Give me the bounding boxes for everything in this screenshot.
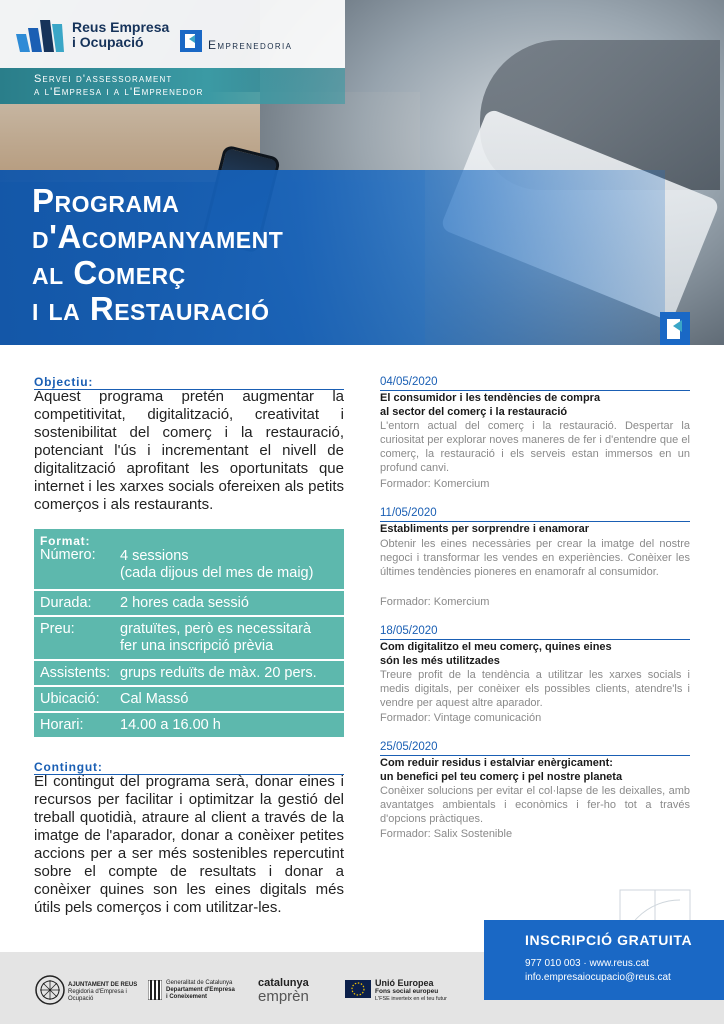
format-value-line-2: (cada dijous del mes de maig) xyxy=(120,565,314,581)
footer-strip xyxy=(484,1000,724,1024)
format-row-location xyxy=(34,685,344,711)
session-description: Treure profit de la tendència a utilitzar les xarxes socials i medis digitals, per conèixer els possibles clients, atendre'ls i vendre per aquest altre aparador. xyxy=(380,669,690,709)
session-date: 04/05/2020 xyxy=(380,376,438,388)
org-name-line-1: Reus Empresa xyxy=(72,19,170,35)
objective-text: Aquest programa pretén augmentar la competitivitat, digitalització, creativitat i sostenibilitat del comerç i la restauració, potenciant l'ús i incrementant el nivell de digitalització aprofitant les oportunitats que internet i les xarxes socials ofereixen als petits comerços i als restaurants. xyxy=(34,388,344,513)
catalunya-line-1: catalunya xyxy=(258,977,309,989)
generalitat-line-3: i Coneixement xyxy=(166,994,208,1000)
hero-banner xyxy=(0,0,724,345)
registration-title: INSCRIPCIÓ GRATUITA xyxy=(525,932,693,948)
session-trainer: Formador: Salix Sostenible xyxy=(380,828,513,840)
org-name xyxy=(72,20,182,50)
objective-heading: Objectiu: xyxy=(34,375,94,389)
emprenedoria-label: Emprenedoria xyxy=(208,38,293,52)
generalitat-flag-icon xyxy=(148,980,162,1000)
registration-email[interactable]: info.empresaiocupacio@reus.cat xyxy=(525,972,671,983)
session-trainer: Formador: Komercium xyxy=(380,596,490,608)
session-date: 18/05/2020 xyxy=(380,625,438,637)
session-title-line-1: Com reduir residus i estalviar enèrgicament: xyxy=(380,757,613,769)
title-line-2: d'Acompanyament xyxy=(32,218,284,255)
ajuntament-line-3: Ocupació xyxy=(68,996,94,1002)
emprenedoria-corner-icon xyxy=(660,312,700,345)
format-row-value xyxy=(120,548,313,582)
format-row-value: 14.00 a 16.00 h xyxy=(120,717,221,733)
session-title-line-1: El consumidor i les tendències de compra xyxy=(380,392,601,404)
session-trainer: Formador: Komercium xyxy=(380,478,490,490)
session-title xyxy=(380,522,700,536)
format-row-value: grups reduïts de màx. 20 pers. xyxy=(120,665,317,681)
eu-line-1: Unió Europea xyxy=(375,978,434,988)
service-line-2: a l'Empresa i a l'Emprenedor xyxy=(34,86,204,98)
format-row-price xyxy=(34,615,344,659)
format-row-duration xyxy=(34,589,344,615)
title-band-fade xyxy=(425,170,665,345)
service-text xyxy=(34,73,203,99)
format-row-value: Cal Massó xyxy=(120,691,189,707)
format-value-line-1: gratuïtes, però es necessitarà xyxy=(120,621,312,637)
ajuntament-reus-seal-icon xyxy=(34,974,66,1006)
ajuntament-line-2: Regidoria d'Empresa i xyxy=(68,989,127,995)
ajuntament-line-1: AJUNTAMENT DE REUS xyxy=(68,982,138,988)
session-trainer: Formador: Vintage comunicación xyxy=(380,712,542,724)
title-line-1: Programa xyxy=(32,182,180,219)
session-date: 25/05/2020 xyxy=(380,741,438,753)
session-description: Obtenir les eines necessàries per crear la imatge del nostre negoci i transformar les vendes en experiències. Conèixer les últimes tendències pioneres en enamorafr al consumidor. xyxy=(380,538,690,578)
generalitat-line-1: Generalitat de Catalunya xyxy=(166,980,233,986)
session-title-line-2: són les més utilitzades xyxy=(380,655,500,667)
format-row-value: 2 hores cada sessió xyxy=(120,595,249,611)
session-title xyxy=(380,391,700,419)
registration-box xyxy=(484,920,724,1000)
catalunya-empren-logo xyxy=(258,977,309,1005)
format-row-label: Horari: xyxy=(40,717,84,733)
eu-line-2: Fons social europeu xyxy=(375,988,439,995)
format-row-label: Ubicació: xyxy=(40,691,100,707)
ajuntament-label xyxy=(68,982,137,1003)
registration-phone-web[interactable]: 977 010 003 · www.reus.cat xyxy=(525,958,649,969)
session-description: L'entorn actual del comerç i la restauració. Despertar la curiositat per explorar noves maneres de fer i d'entendre que el comerç, la restauració i els serveis estan immersos en un profund canvi. xyxy=(380,420,690,474)
format-row-label: Assistents: xyxy=(40,665,111,681)
session-title xyxy=(380,640,700,668)
format-box xyxy=(34,529,344,737)
content-text: El contingut del programa serà, donar eines i recursos per facilitar i optimitzar la gestió del treball quotidià, atraure al client a través de la imatge de l'aparador, donar a conèixer petites accions per a ser més sostenibles repercutint sobre el compte de resultats i donar a conèixer quines son les eines digitals més útils pels comerços i com utilitzar-les. xyxy=(34,773,344,916)
footer xyxy=(0,952,484,1024)
format-row-label: Preu: xyxy=(40,621,75,637)
org-name-line-2: i Ocupació xyxy=(72,34,144,50)
session-title xyxy=(380,756,700,784)
eu-flag-icon xyxy=(345,980,371,998)
format-row-schedule xyxy=(34,711,344,737)
format-row-label: Número: xyxy=(40,547,96,563)
session-title-line-2: al sector del comerç i la restauració xyxy=(380,406,568,418)
title-line-3: al Comerç xyxy=(32,254,186,291)
eu-label xyxy=(375,978,447,1003)
page-title xyxy=(32,183,283,327)
format-value-line-2: fer una inscripció prèvia xyxy=(120,638,274,654)
content-heading: Contingut: xyxy=(34,760,103,774)
format-value-line-1: 4 sessions xyxy=(120,548,189,564)
title-line-4: i la Restauració xyxy=(32,290,270,327)
format-row-label: Durada: xyxy=(40,595,92,611)
service-line-1: Servei d'assessorament xyxy=(34,73,173,85)
session-title-line-1: Com digitalitzo el meu comerç, quines eines xyxy=(380,641,612,653)
reus-empresa-logo-icon xyxy=(16,20,64,52)
session-description: Conèixer solucions per evitar el col·lapse de les deixalles, amb avantatges ambientals i econòmics i fer-ho tot a través d'opcions pràctiques. xyxy=(380,785,690,825)
session-title-line-2: un benefici pel teu comerç i pel nostre planeta xyxy=(380,771,623,783)
format-heading: Format: xyxy=(40,534,91,548)
catalunya-line-2: emprèn xyxy=(258,988,309,1005)
format-row-value xyxy=(120,621,311,655)
generalitat-line-2: Departament d'Empresa xyxy=(166,987,235,993)
format-row-attendees xyxy=(34,659,344,685)
format-row-number xyxy=(34,545,344,589)
session-date: 11/05/2020 xyxy=(380,507,437,519)
session-title-line-1: Establiments per sorprendre i enamorar xyxy=(380,523,590,535)
emprenedoria-logo-icon xyxy=(180,30,202,52)
generalitat-label xyxy=(166,980,235,1001)
eu-line-3: L'FSE inverteix en el teu futur xyxy=(375,996,447,1002)
